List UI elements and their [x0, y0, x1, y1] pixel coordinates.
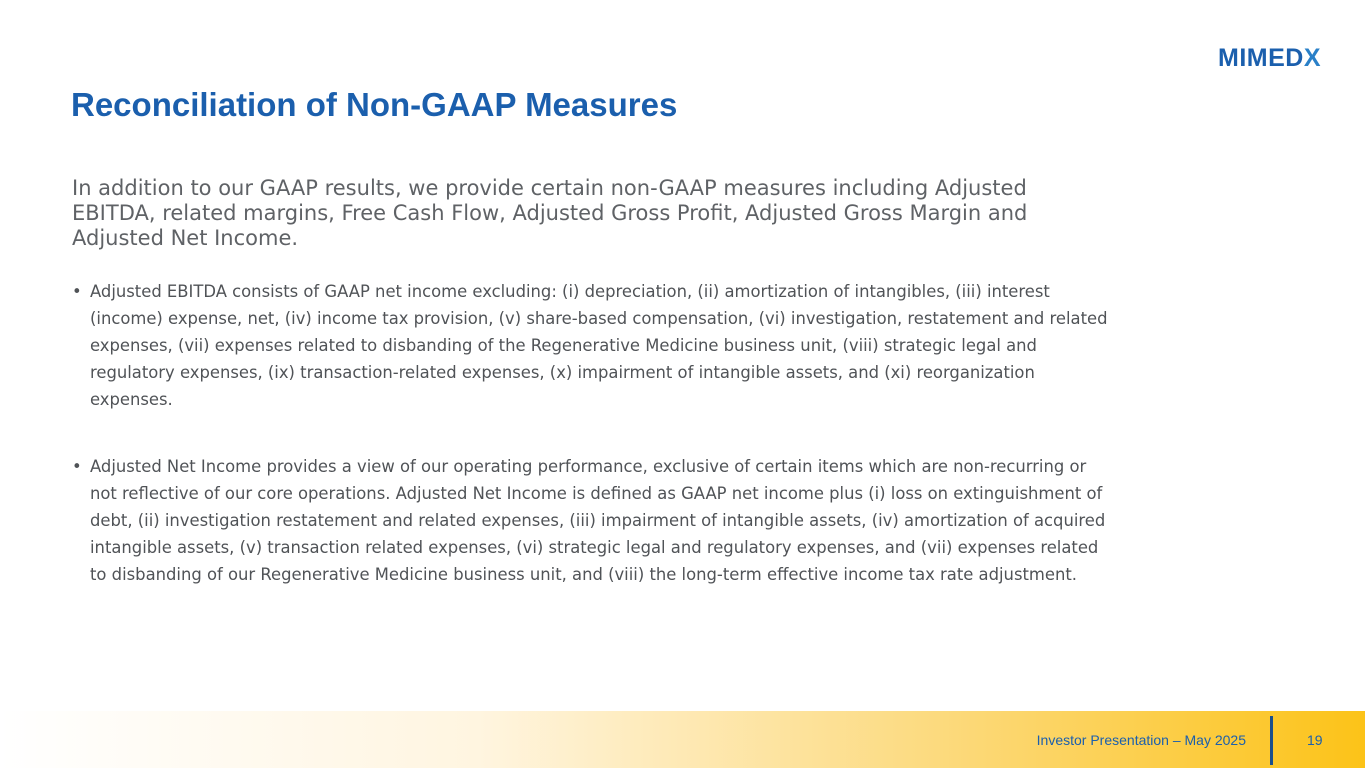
bullet-text: Adjusted EBITDA consists of GAAP net income excluding: (i) depreciation, (ii) amortization of intangibles, (iii) interest (income) expense, net, (iv) income tax provision, (v) share-based compensation, (vi) investigation, restatement and related expenses, (vii) expenses related to disbanding of the Regenerative Medicine business unit, (viii) strategic legal and regulatory expenses, (ix) transaction-related expenses, (x) impairment of intangible assets, and (xi) reorganization expenses.	[90, 282, 1108, 409]
bullet-item-adjusted-net-income	[72, 453, 1112, 588]
intro-paragraph: In addition to our GAAP results, we provide certain non-GAAP measures including Adjusted EBITDA, related margins, Free Cash Flow, Adjusted Gross Profit, Adjusted Gross Margin and Adjusted Net Income.	[72, 176, 1028, 250]
mimedx-logo	[1218, 44, 1321, 73]
footer-label: Investor Presentation – May 2025	[1036, 732, 1246, 748]
bullet-text: Adjusted Net Income provides a view of our operating performance, exclusive of certain items which are non-recurring or not reflective of our core operations. Adjusted Net Income is defined as GAAP net income plus (i) loss on extinguishment of debt, (ii) investigation restatement and related expenses, (iii) impairment of intangible assets, (iv) amortization of acquired intangible assets, (v) transaction related expenses, (vi) strategic legal and regulatory expenses, and (vii) expenses related to disbanding of our Regenerative Medicine business unit, and (viii) the long-term effective income tax rate adjustment.	[90, 457, 1106, 584]
logo-x-mark: X	[1303, 44, 1322, 72]
footer-divider	[1270, 716, 1273, 765]
page-number: 19	[1307, 732, 1323, 748]
bullet-list	[72, 278, 1112, 588]
logo-text: MIMED	[1218, 44, 1304, 72]
bullet-item-adjusted-ebitda	[72, 278, 1112, 413]
bullet-marker: •	[72, 457, 82, 476]
bullet-marker: •	[72, 282, 82, 301]
page-title: Reconciliation of Non-GAAP Measures	[71, 86, 678, 123]
